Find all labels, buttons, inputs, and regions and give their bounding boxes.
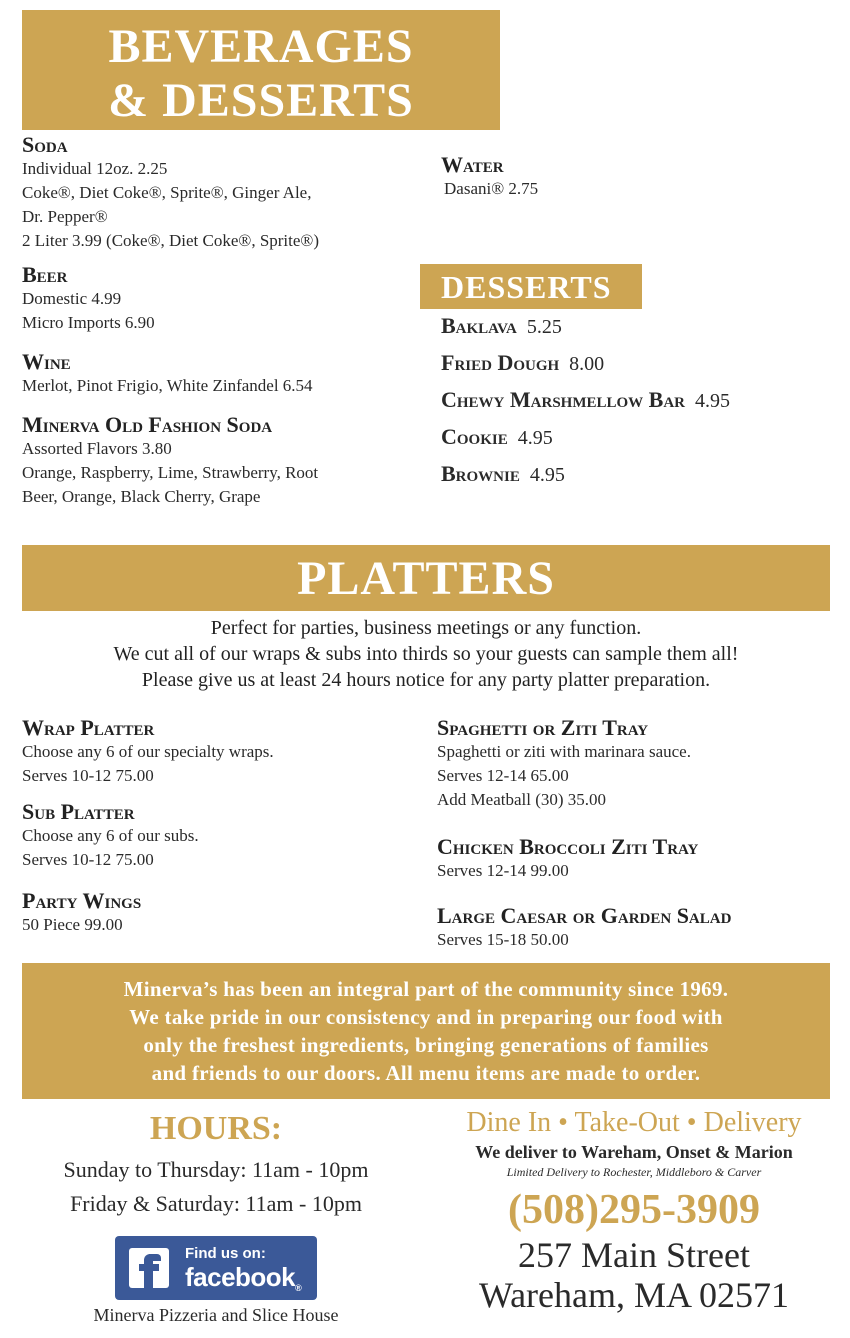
hours-title: HOURS: <box>149 1110 283 1147</box>
dessert-name: Cookie <box>441 424 508 449</box>
desserts-title: DESSERTS <box>441 269 612 305</box>
dessert-item <box>441 461 730 498</box>
about-banner <box>22 963 830 1099</box>
dessert-name: Baklava <box>441 313 517 338</box>
platter-line: Serves 10-12 75.00 <box>22 850 154 869</box>
platter-item <box>437 904 731 952</box>
soda-line: Dr. Pepper® <box>22 207 108 226</box>
platter-line: Add Meatball (30) 35.00 <box>437 790 607 809</box>
dessert-item <box>441 424 730 461</box>
soda-line: Coke®, Diet Coke®, Sprite®, Ginger Ale, <box>22 183 312 202</box>
about-line: and friends to our doors. All menu items are made to order. <box>151 1061 701 1085</box>
soda-section <box>22 133 319 253</box>
platter-item <box>437 716 691 812</box>
minerva-soda-line: Beer, Orange, Black Cherry, Grape <box>22 487 261 506</box>
facebook-brand-text: facebook <box>185 1262 296 1292</box>
dessert-name: Brownie <box>441 461 520 486</box>
dessert-name: Fried Dough <box>441 350 560 375</box>
facebook-caption: Minerva Pizzeria and Slice House <box>93 1305 339 1325</box>
hours-section <box>0 1107 432 1221</box>
beer-heading: Beer <box>22 262 68 287</box>
platter-heading: Large Caesar or Garden Salad <box>437 903 732 928</box>
wine-line: Merlot, Pinot Frigio, White Zinfandel 6.54 <box>22 376 313 395</box>
dessert-price: 4.95 <box>517 427 553 449</box>
soda-line: 2 Liter 3.99 (Coke®, Diet Coke®, Sprite®) <box>22 231 320 250</box>
about-line: only the freshest ingredients, bringing generations of families <box>143 1033 709 1057</box>
facebook-find-us: Find us on: <box>185 1245 266 1262</box>
facebook-f-icon <box>129 1248 169 1288</box>
beer-line: Micro Imports 6.90 <box>22 313 155 332</box>
platter-item <box>437 835 698 883</box>
dessert-item <box>441 350 730 387</box>
minerva-soda-section <box>22 413 318 509</box>
facebook-brand: facebook® <box>185 1262 302 1293</box>
address-line-2: Wareham, MA 02571 <box>478 1275 790 1315</box>
platter-line: 50 Piece 99.00 <box>22 915 123 934</box>
soda-heading: Soda <box>22 132 68 157</box>
platter-line: Serves 15-18 50.00 <box>437 930 569 949</box>
address-line-1: 257 Main Street <box>518 1235 750 1275</box>
minerva-soda-line: Orange, Raspberry, Lime, Strawberry, Root <box>22 463 319 482</box>
platters-intro-line: Please give us at least 24 hours notice for any party platter preparation. <box>141 669 711 691</box>
platter-line: Spaghetti or ziti with marinara sauce. <box>437 742 691 761</box>
wine-section <box>22 350 313 398</box>
minerva-soda-heading: Minerva Old Fashion Soda <box>22 412 273 437</box>
about-line: We take pride in our consistency and in preparing our food with <box>129 1005 723 1029</box>
platters-intro <box>22 615 830 693</box>
platter-line: Choose any 6 of our subs. <box>22 826 199 845</box>
water-section <box>441 153 538 201</box>
platter-item <box>22 716 274 788</box>
platter-item <box>22 800 199 872</box>
dessert-price: 5.25 <box>526 316 562 338</box>
hours-line: Friday & Saturday: 11am - 10pm <box>70 1191 362 1216</box>
platter-heading: Sub Platter <box>22 799 135 824</box>
beverages-title-line1: BEVERAGES <box>108 20 414 73</box>
platters-intro-line: Perfect for parties, business meetings or any function. <box>210 617 642 639</box>
delivery-line: We deliver to Wareham, Onset & Marion <box>475 1142 793 1162</box>
beer-section <box>22 263 155 335</box>
water-heading: Water <box>441 152 504 177</box>
dessert-price: 4.95 <box>695 390 731 412</box>
platter-line: Serves 10-12 75.00 <box>22 766 154 785</box>
dessert-name: Chewy Marshmellow Bar <box>441 387 686 412</box>
dessert-item <box>441 387 730 424</box>
phone-number[interactable]: (508)295-3909 <box>508 1187 760 1233</box>
platter-line: Serves 12-14 65.00 <box>437 766 569 785</box>
platter-heading: Wrap Platter <box>22 715 155 740</box>
platter-heading: Party Wings <box>22 888 142 913</box>
facebook-button[interactable] <box>115 1236 317 1300</box>
platter-line: Choose any 6 of our specialty wraps. <box>22 742 274 761</box>
platter-heading: Chicken Broccoli Ziti Tray <box>437 834 699 859</box>
contact-section <box>432 1105 836 1315</box>
platter-heading: Spaghetti or Ziti Tray <box>437 715 649 740</box>
platters-intro-line: We cut all of our wraps & subs into thirds so your guests can sample them all! <box>113 643 739 665</box>
dessert-list <box>441 313 730 498</box>
beverages-title-line2: & DESSERTS <box>108 74 414 127</box>
desserts-banner <box>420 264 642 309</box>
platter-item <box>22 889 141 937</box>
about-line: Minerva’s has been an integral part of the community since 1969. <box>123 977 729 1001</box>
beer-line: Domestic 4.99 <box>22 289 122 308</box>
dessert-price: 8.00 <box>569 353 605 375</box>
beverages-banner <box>22 10 500 130</box>
hours-line: Sunday to Thursday: 11am - 10pm <box>63 1157 369 1182</box>
water-line: Dasani® 2.75 <box>444 179 539 198</box>
soda-line: Individual 12oz. 2.25 <box>22 159 168 178</box>
dessert-item <box>441 313 730 350</box>
wine-heading: Wine <box>22 349 71 374</box>
dessert-price: 4.95 <box>529 464 565 486</box>
platters-title: PLATTERS <box>297 552 555 605</box>
minerva-soda-line: Assorted Flavors 3.80 <box>22 439 172 458</box>
services-line: Dine In • Take-Out • Delivery <box>466 1107 802 1138</box>
limited-delivery-line: Limited Delivery to Rochester, Middleboro & Carver <box>506 1165 762 1179</box>
platters-banner <box>22 545 830 611</box>
platter-line: Serves 12-14 99.00 <box>437 861 569 880</box>
